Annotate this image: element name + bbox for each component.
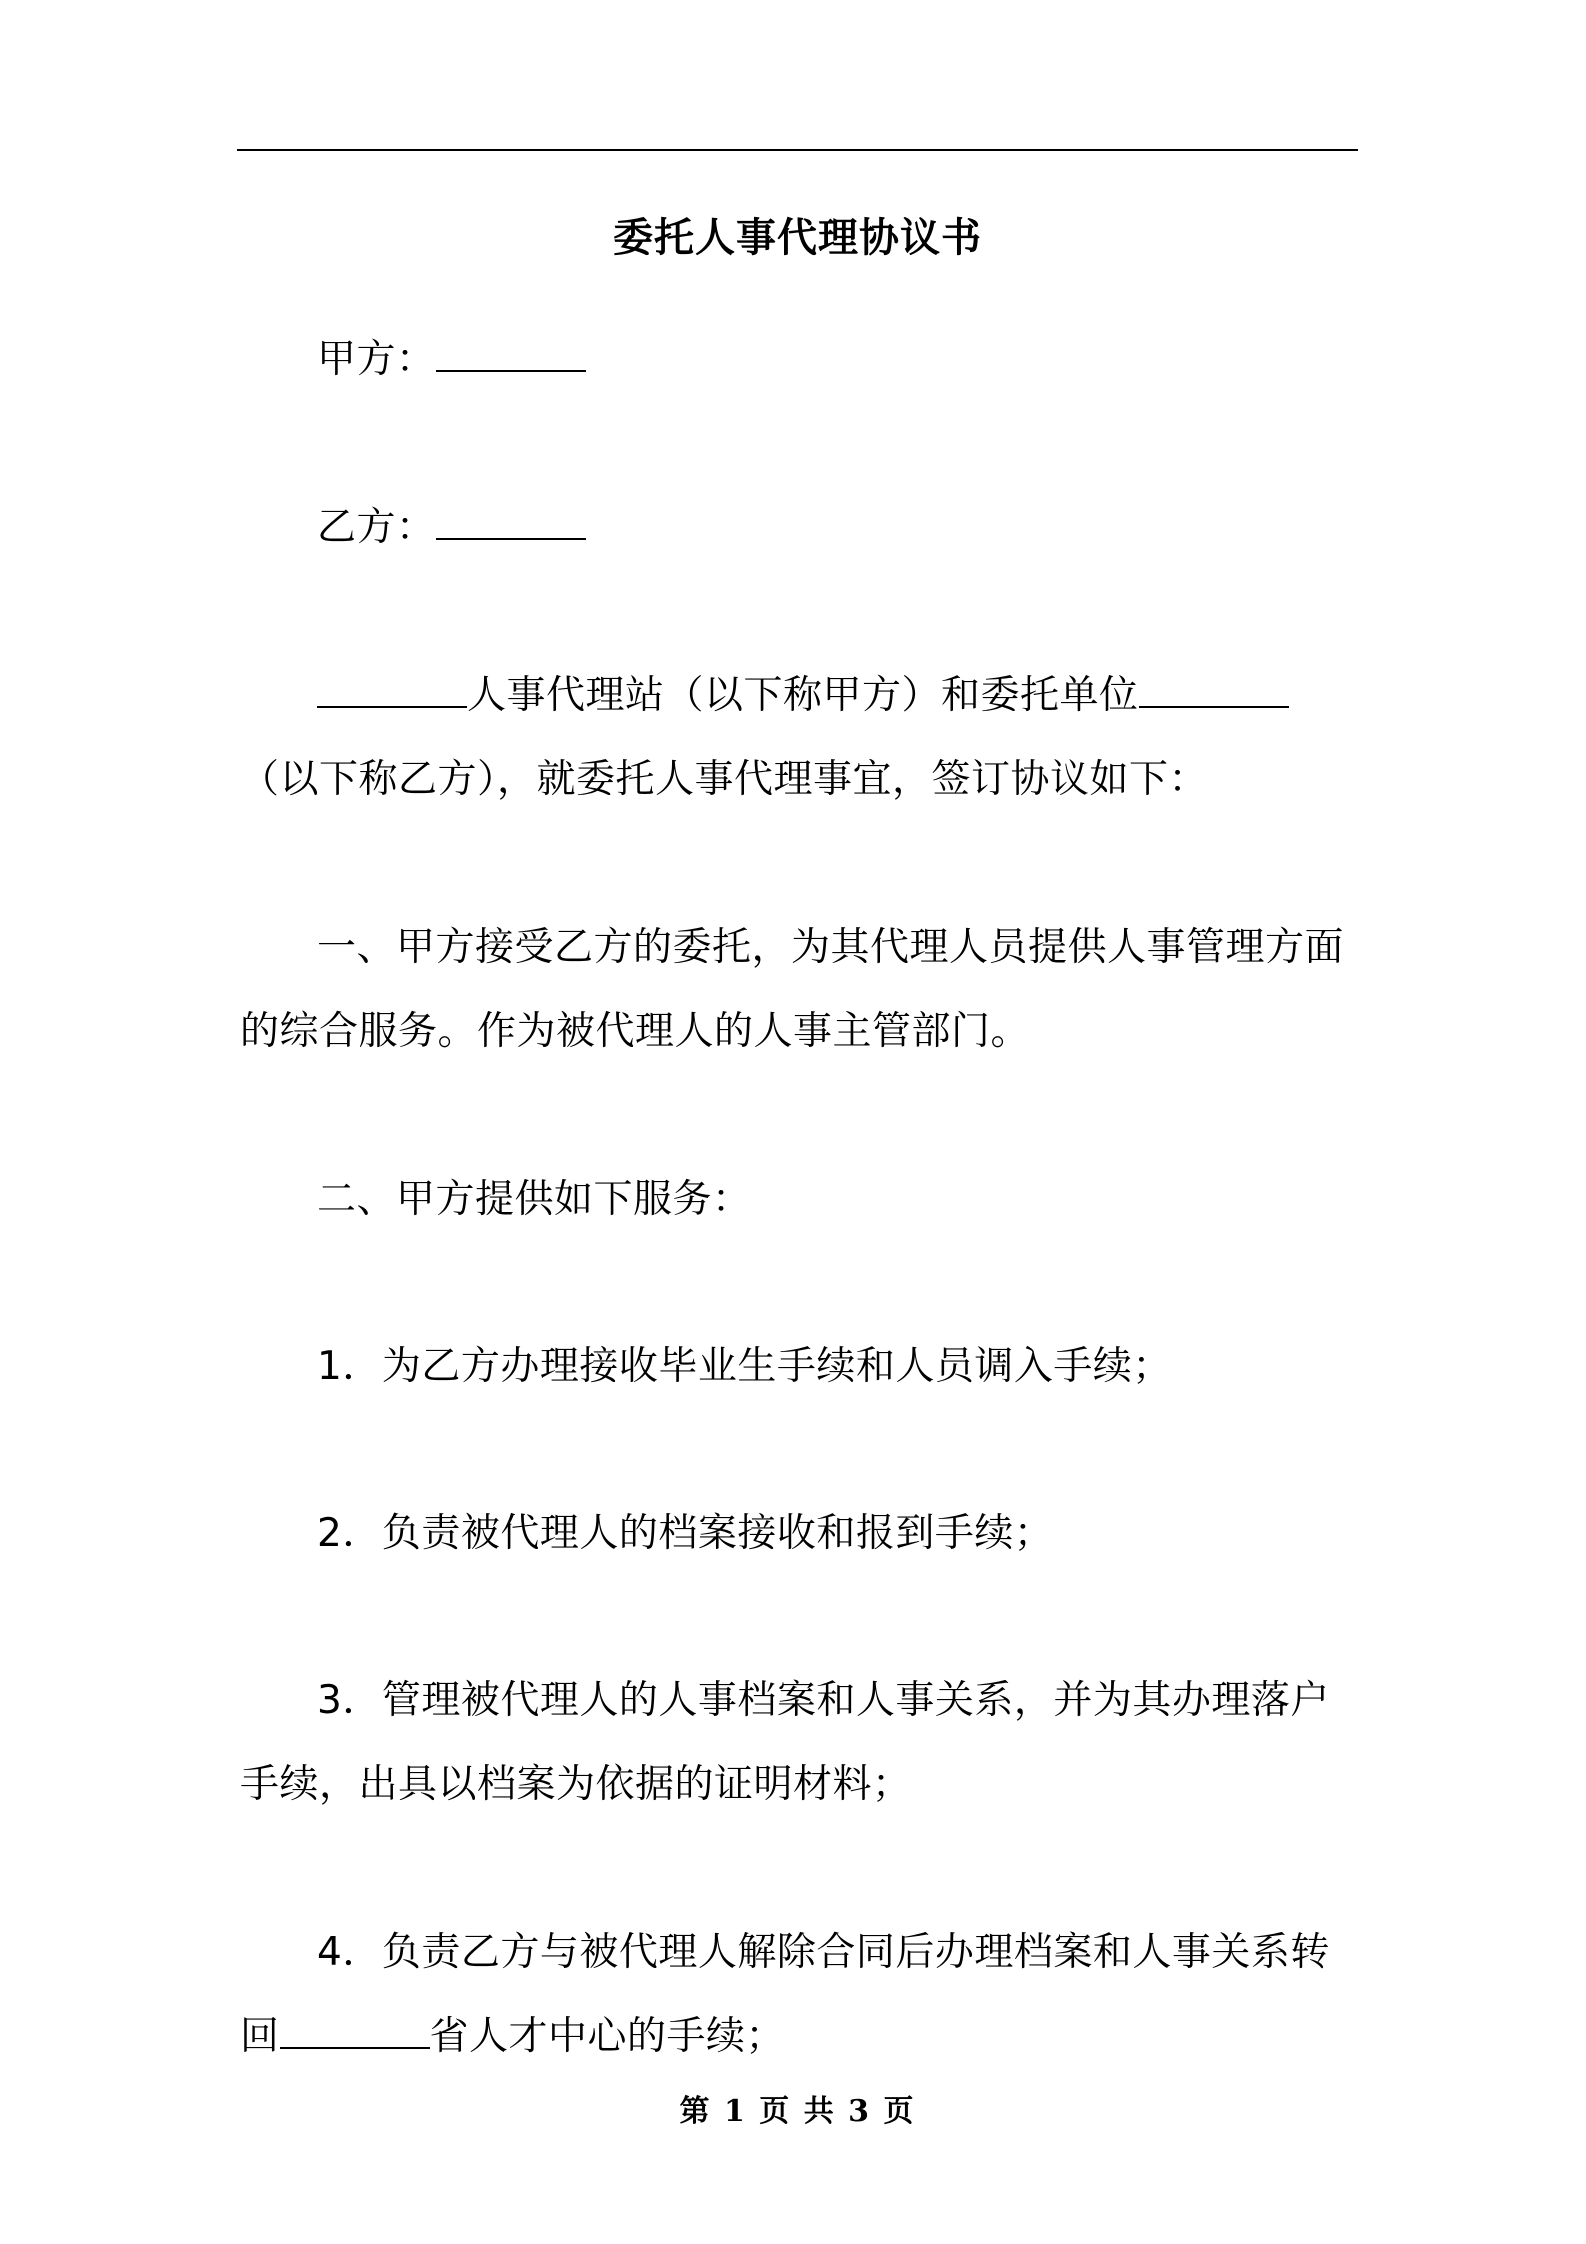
- intro-text-2: （以下称乙方），就委托人事代理事宜，签订协议如下：: [240, 757, 1209, 802]
- service-item-2: 2．负责被代理人的档案接收和报到手续；: [317, 1511, 1054, 1556]
- document-title: 委托人事代理协议书: [613, 215, 982, 261]
- intro-text-1: 人事代理站（以下称甲方）和委托单位: [467, 673, 1139, 718]
- service-item-4-text-2: 省人才中心的手续；: [429, 2014, 786, 2059]
- party-b-blank: [436, 504, 586, 540]
- service-item-3: 3．管理被代理人的人事档案和人事关系，并为其办理落户手续，出具以档案为依据的证明材料；: [240, 1678, 1330, 1807]
- province-blank: [280, 2013, 430, 2049]
- client-unit-blank: [1139, 672, 1289, 708]
- clause-1: 一、甲方接受乙方的委托，为其代理人员提供人事管理方面的综合服务。作为被代理人的人事主管部门。: [240, 925, 1345, 1054]
- header-rule: [237, 149, 1358, 151]
- party-a-blank: [436, 336, 586, 372]
- clause-2: 二、甲方提供如下服务：: [317, 1177, 752, 1222]
- service-item-4: [240, 1911, 1361, 2079]
- party-a-label: 甲方：: [317, 337, 436, 382]
- agency-name-blank: [317, 672, 467, 708]
- party-a-line: [240, 318, 1361, 402]
- service-item-4-text-1: 4．负责乙方与被代理人解除合同后办理档案和人事关系转回: [240, 1930, 1330, 2059]
- intro-paragraph: [240, 654, 1361, 822]
- page-indicator: 第 1 页 共 3 页: [679, 2094, 916, 2129]
- party-b-line: [240, 486, 1361, 570]
- party-b-label: 乙方：: [317, 505, 436, 550]
- service-item-1: 1．为乙方办理接收毕业生手续和人员调入手续；: [317, 1344, 1172, 1389]
